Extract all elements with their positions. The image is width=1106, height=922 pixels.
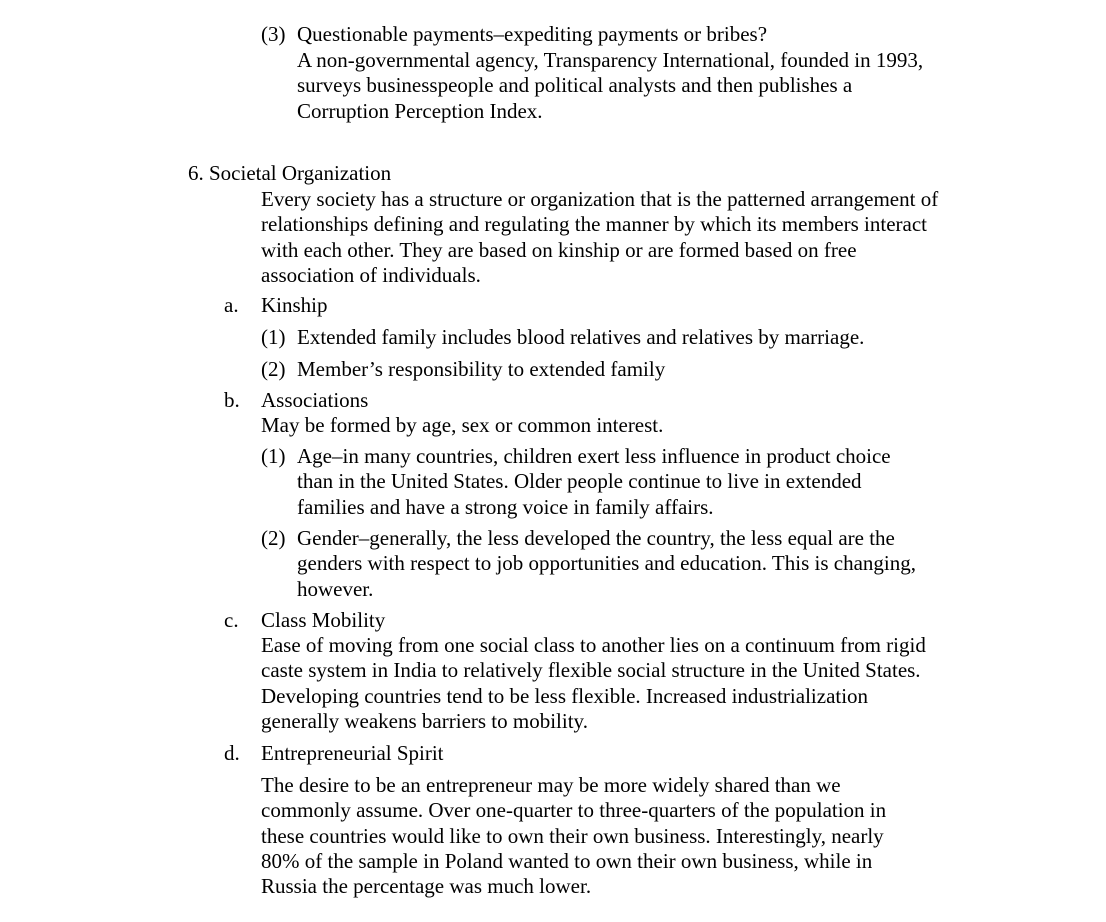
item-text: A non-governmental agency, Transparency International, founded in 1993, surveys businesspeople and political analysts and then publishes a Corruption Perception Index.: [297, 48, 924, 123]
subsection-letter: c.: [224, 608, 239, 632]
list-item: Member’s responsibility to extended family: [297, 357, 666, 381]
subsection-heading: Class Mobility: [261, 608, 386, 632]
subsection-letter: d.: [224, 741, 240, 765]
item-number: (3): [261, 22, 286, 46]
item-number: (2): [261, 526, 286, 550]
subsection-letter: a.: [224, 293, 239, 317]
subsection-letter: b.: [224, 388, 240, 412]
item-number: (1): [261, 444, 286, 468]
subsection-text: May be formed by age, sex or common interest.: [261, 413, 664, 437]
section-intro: Every society has a structure or organization that is the patterned arrangement of relationships defining and regulating the manner by which its members interact with each other. They are based on kinship or are formed based on free association of individuals.: [261, 187, 939, 287]
list-item: Gender–generally, the less developed the country, the less equal are the genders with respect to job opportunities and education. This is changing, however.: [297, 526, 916, 601]
subsection-text: The desire to be an entrepreneur may be more widely shared than we commonly assume. Over one-quarter to three-quarters of the population in these countries would like to own their own business. Interestingly, nearly 80% of the sample in Poland wanted to own their own business, while in Russia the percentage was much lower.: [261, 773, 887, 899]
list-item: Age–in many countries, children exert less influence in product choice than in the United States. Older people continue to live in extended families and have a strong voice in family affairs.: [297, 444, 891, 519]
item-heading: Questionable payments–expediting payments or bribes?: [297, 22, 768, 46]
subsection-heading: Entrepreneurial Spirit: [261, 741, 444, 765]
section-title: 6. Societal Organization: [188, 161, 392, 185]
subsection-heading: Associations: [261, 388, 369, 412]
subsection-text: Ease of moving from one social class to another lies on a continuum from rigid caste system in India to relatively flexible social structure in the United States. Developing countries tend to be less flexible. Increased industrialization generally weakens barriers to mobility.: [261, 633, 926, 733]
subsection-heading: Kinship: [261, 293, 328, 317]
item-number: (2): [261, 357, 286, 381]
item-number: (1): [261, 325, 286, 349]
list-item: Extended family includes blood relatives and relatives by marriage.: [297, 325, 865, 349]
